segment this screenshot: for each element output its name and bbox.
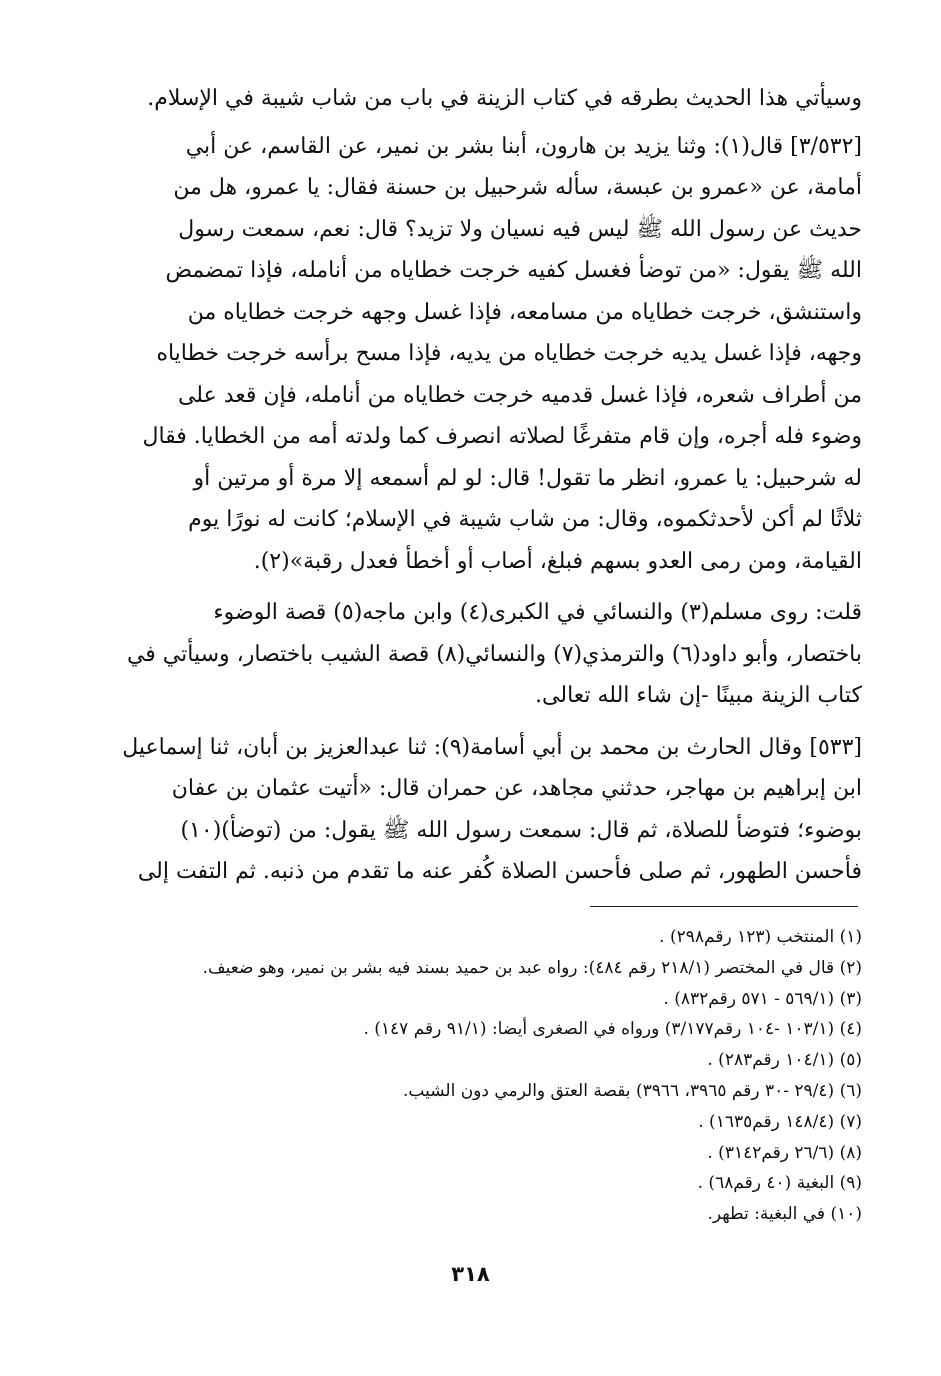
page-number: ٣١٨ [451,1262,490,1286]
footnote-item: (٣) (٥٦٩/١ - ٥٧١ رقم٨٣٢) . [663,988,862,1009]
footnote-item: (٦) (٢٩/٤ -٣٠ رقم ٣٩٦٥، ٣٩٦٦) بقصة العتق والرمي دون الشيب. [403,1080,862,1101]
text-line: واستنشق، خرجت خطاياه من مسامعه، فإذا غسل وجهه خرجت خطاياه من [187,299,862,325]
footnote-item: (٥) (١٠٤/١ رقم٢٨٣) . [707,1050,862,1071]
footnote-item: (٢) قال في المختصر (٢١٨/١ رقم ٤٨٤): رواه عبد بن حميد بسند فيه بشر بن نمير، وهو ضعيف. [202,957,862,978]
footnote-item: (٤) (١٠٣/١ -١٠٤ رقم٣/١٧٧) ورواه في الصغرى أيضا: (٩١/١ رقم ١٤٧) . [363,1019,862,1040]
text-line: حديث عن رسول الله ﷺ ليس فيه نسيان ولا تزيد؟ قال: نعم، سمعت رسول [178,216,862,242]
paragraph-hadith-533 [80,727,862,893]
text-line: أمامة، عن «عمرو بن عبسة، سأله شرحبيل بن حسنة فقال: يا عمرو، هل من [173,175,862,200]
text-line: من أطراف شعره، فإذا غسل قدميه خرجت خطاياه من أنامله، فإن قعد على [177,382,862,408]
main-text [80,78,862,893]
text-line: وضوء فله أجره، وإن قام متفرغًا لصلاته انصرف كما ولدته أمه من الخطايا. فقال [142,424,862,449]
text-line: بوضوء؛ فتوضأ للصلاة، ثم قال: سمعت رسول الله ﷺ يقول: من (توضأ)(١٠) [180,817,862,843]
footnote-item: (٩) البغية (٤٠ رقم٦٨) . [697,1173,862,1194]
text-line: [٥٣٣] وقال الحارث بن محمد بن أبي أسامة(٩): ثنا عبدالعزيز بن أبان، ثنا إسماعيل [122,734,862,760]
footnote-item: (٨) (٢٦/٦ رقم٣١٤٢) . [707,1142,862,1163]
text-line: [٣/٥٣٢] قال(١): وثنا يزيد بن هارون، أبنا بشر بن نمير، عن القاسم، عن أبي [185,133,862,159]
text-line: وسيأتي هذا الحديث بطرقه في كتاب الزينة في باب من شاب شيبة في الإسلام. [147,86,862,111]
paragraph-intro [80,78,862,120]
footnote-item: (١٠) في البغية: تطهر. [707,1204,862,1225]
text-line: ثلاثًا لم أكن لأحدثكموه، وقال: من شاب شيبة في الإسلام؛ كانت له نورًا يوم [188,507,862,532]
footnote-item: (١) المنتخب (١٢٣ رقم٢٩٨) . [659,927,862,947]
footnote-item: (٧) (١٤٨/٤ رقم١٦٣٥) . [698,1111,862,1132]
paragraph-commentary [80,592,862,717]
paragraph-hadith-532 [80,126,862,583]
text-line: له شرحبيل: يا عمرو، انظر ما تقول! قال: لو لم أسمعه إلا مرة أو مرتين أو [193,465,862,491]
text-line: قلت: روى مسلم(٣) والنسائي في الكبرى(٤) وابن ماجه(٥) قصة الوضوء [213,600,862,625]
footnote-divider [590,906,858,907]
text-line: القيامة، ومن رمى العدو بسهم فبلغ، أصاب أو أخطأ فعدل رقبة»(٢). [253,548,862,574]
footnotes-list [80,922,862,1230]
text-line: وجهه، فإذا غسل يديه خرجت خطاياه من يديه، فإذا مسح برأسه خرجت خطاياه [156,341,862,366]
text-line: فأحسن الطهور، ثم صلى فأحسن الصلاة كُفر عنه ما تقدم من ذنبه. ثم التفت إلى [137,859,862,884]
text-line: كتاب الزينة مبينًا -إن شاء الله تعالى. [535,683,862,708]
text-line: ابن إبراهيم بن مهاجر، حدثني مجاهد، عن حمران قال: «أتيت عثمان بن عفان [171,776,862,801]
text-line: الله ﷺ يقول: «من توضأ فغسل كفيه خرجت خطاياه من أنامله، فإذا تمضمض [165,258,862,283]
text-line: باختصار، وأبو داود(٦) والترمذي(٧) والنسائي(٨) قصة الشيب باختصار، وسيأتي في [126,641,862,667]
